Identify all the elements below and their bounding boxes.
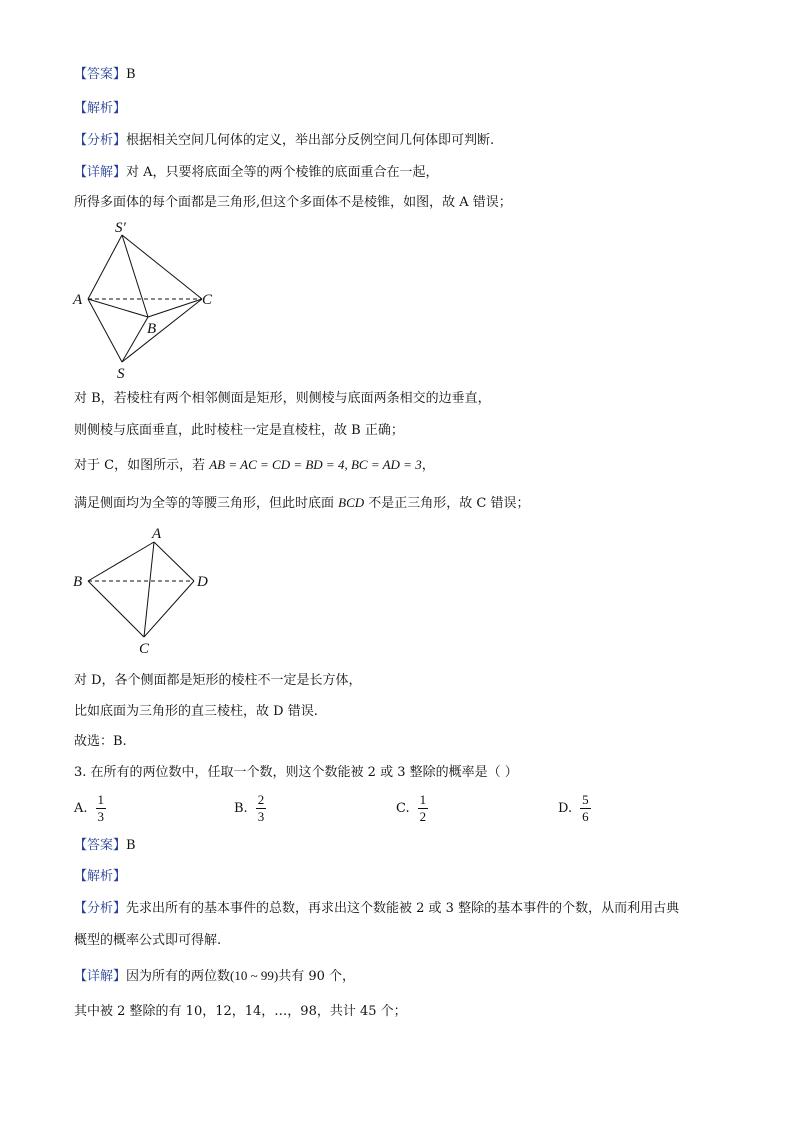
q3-option-a[interactable]: [74, 792, 106, 825]
answer-tag: 【答案】: [74, 838, 127, 853]
c1-text: 对于 C，如图所示，若: [74, 458, 210, 473]
option-fraction: $\frac{5}{6}$: [582, 792, 589, 824]
c2-math: BCD: [338, 495, 365, 510]
label-a: A: [152, 526, 162, 542]
q3-answer-line: [74, 837, 136, 855]
edge-sb: [122, 235, 148, 317]
option-fraction: $\frac{2}{3}$: [257, 792, 265, 824]
detail-post: 共有 90 个，: [278, 969, 356, 984]
q2-answer-line: [74, 66, 136, 84]
edge-ac: [144, 542, 154, 637]
q2-detail-a2: 所得多面体的每个面都是三角形,但这个多面体不是棱锥，如图，故 A 错误；: [74, 195, 512, 210]
fenxi-text: 根据相关空间几何体的定义，举出部分反例空间几何体即可判断.: [126, 133, 495, 148]
c2-pre: 满足侧面均为全等的等腰三角形，但此时底面: [74, 496, 339, 511]
q3-analysis-heading: 【解析】: [74, 869, 127, 884]
option-fraction: $\frac{1}{2}$: [419, 792, 427, 824]
label-b: B: [73, 574, 83, 590]
edge-bs: [122, 317, 148, 362]
q3-stem: 3. 在所有的两位数中，任取一个数，则这个数能被 2 或 3 整除的概率是（ ）: [74, 765, 518, 780]
edge-sa: [88, 235, 122, 299]
fenxi-text-1: 先求出所有的基本事件的总数，再求出这个数能被 2 或 3 整除的基本事件的个数，从而利用古典: [126, 901, 680, 916]
detail-pre: 因为所有的两位数: [126, 969, 231, 984]
q3-option-b[interactable]: [234, 792, 266, 825]
q2-detail-d1: 对 D，各个侧面都是矩形的棱柱不一定是长方体，: [74, 673, 362, 688]
edge-bc: [88, 581, 144, 637]
detail-a1-text: 对 A，只要将底面全等的两个棱锥的底面重合在一起，: [126, 165, 439, 180]
q3-option-c[interactable]: [396, 792, 428, 825]
label-c: C: [139, 641, 150, 657]
edge-ad: [154, 542, 194, 581]
fenxi-tag: 【分析】: [74, 133, 127, 148]
q2-fenxi-line: [74, 132, 494, 150]
answer-value: B: [126, 67, 136, 82]
q3-detail-line-1: [74, 967, 355, 986]
q2-detail-a1: [74, 164, 439, 182]
label-d: D: [197, 574, 208, 590]
option-label: A.: [74, 801, 88, 816]
c1-math: AB = AC = CD = BD = 4, BC = AD = 3: [209, 457, 422, 472]
label-a: A: [73, 292, 83, 308]
q3-fenxi-line-2: 概型的概率公式即可得解.: [74, 933, 222, 948]
c1-end: ，: [421, 458, 435, 473]
label-s: S: [117, 366, 125, 382]
q3-detail-line-2: 其中被 2 整除的有 10，12，14，…，98，共计 45 个；: [74, 1004, 407, 1019]
option-label: D.: [558, 801, 573, 816]
q2-conclusion: 故选：B.: [74, 734, 127, 749]
q2-detail-d2: 比如底面为三角形的直三棱柱，故 D 错误.: [74, 704, 318, 719]
q2-detail-c2: [74, 494, 530, 513]
q2-detail-c1: [74, 456, 435, 475]
xiangjie-tag: 【详解】: [74, 969, 127, 984]
tetrahedron-figure: [66, 522, 226, 660]
label-b: B: [147, 321, 157, 337]
detail-math: (10 ~ 99): [230, 968, 279, 983]
c2-post: 不是正三角形，故 C 错误；: [364, 496, 530, 511]
edge-sc: [122, 235, 202, 299]
q2-analysis-heading: 【解析】: [74, 101, 127, 116]
q2-detail-b2: 则侧棱与底面垂直，此时棱柱一定是直棱柱，故 B 正确；: [74, 423, 404, 438]
label-c: C: [202, 292, 213, 308]
q3-fenxi-line-1: [74, 900, 679, 918]
edge-dc: [144, 581, 194, 637]
edge-cs: [122, 299, 202, 362]
edge-cb: [148, 299, 202, 317]
bipyramid-figure: [66, 216, 226, 384]
edge-ab: [88, 299, 148, 317]
option-fraction: $\frac{1}{3}$: [97, 792, 105, 824]
label-s-prime: S′: [115, 220, 126, 236]
edge-ab: [88, 542, 154, 581]
fenxi-tag: 【分析】: [74, 901, 127, 916]
xiangjie-tag: 【详解】: [74, 165, 127, 180]
q2-detail-b1: 对 B，若棱柱有两个相邻侧面是矩形，则侧棱与底面两条相交的边垂直，: [74, 391, 491, 406]
q3-option-d[interactable]: [558, 792, 591, 825]
edge-as: [88, 299, 122, 362]
answer-tag: 【答案】: [74, 67, 127, 82]
option-label: C.: [396, 801, 410, 816]
option-label: B.: [234, 801, 248, 816]
answer-value: B: [126, 838, 136, 853]
